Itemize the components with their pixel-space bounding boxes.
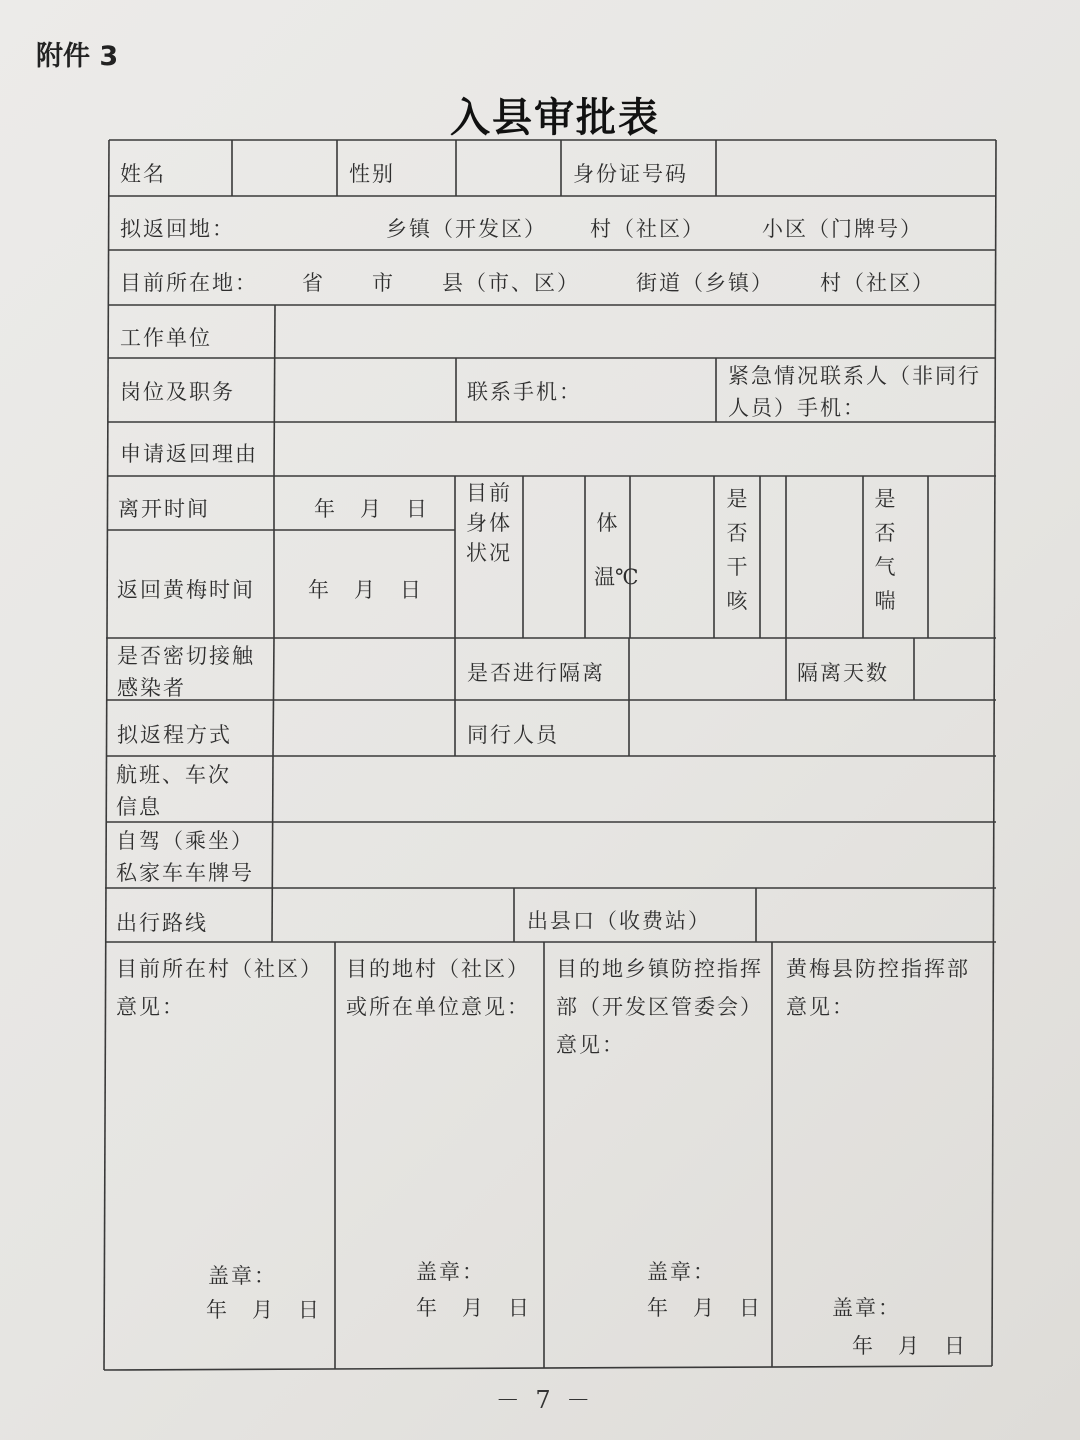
opinion-date-3: 年 月 日 bbox=[647, 1296, 762, 1320]
opinion-label-3: 目的地乡镇防控指挥部（开发区管委会）意见： bbox=[556, 957, 763, 1057]
body-temp-label: 体温℃ bbox=[594, 511, 639, 589]
city-label: 市 bbox=[372, 271, 395, 295]
opinion-stamp-2: 盖章： bbox=[416, 1260, 485, 1284]
current-location-label: 目前所在地： bbox=[120, 271, 258, 295]
town-label: 乡镇（开发区） bbox=[386, 217, 547, 241]
province-label: 省 bbox=[302, 271, 325, 295]
gender-label: 性别 bbox=[349, 162, 395, 186]
work-unit-label: 工作单位 bbox=[120, 326, 212, 350]
position-label: 岗位及职务 bbox=[120, 380, 235, 404]
opinion-label-2: 目的地村（社区）或所在单位意见： bbox=[346, 957, 530, 1019]
leave-date: 年 月 日 bbox=[314, 497, 429, 521]
opinion-label-1: 目前所在村（社区）意见： bbox=[116, 957, 323, 1019]
attachment-label: 附件 3 bbox=[36, 41, 119, 72]
opinion-stamp-4: 盖章： bbox=[832, 1296, 901, 1320]
name-label: 姓名 bbox=[120, 162, 166, 186]
county-label: 县（市、区） bbox=[442, 271, 580, 295]
return-time-label: 返回黄梅时间 bbox=[117, 578, 255, 602]
leave-time-label: 离开时间 bbox=[118, 497, 210, 521]
route-label: 出行路线 bbox=[116, 911, 208, 935]
opinion-date-1: 年 月 日 bbox=[206, 1298, 321, 1322]
village-community-label-2: 村（社区） bbox=[820, 271, 935, 295]
return-date: 年 月 日 bbox=[308, 578, 423, 602]
residential-area-label: 小区（门牌号） bbox=[762, 217, 923, 241]
street-label: 街道（乡镇） bbox=[636, 271, 774, 295]
companions-label: 同行人员 bbox=[467, 723, 559, 747]
flight-train-label: 航班、车次信息 bbox=[116, 763, 231, 819]
page-number: － 7 － bbox=[495, 1386, 595, 1414]
quarantine-days-label: 隔离天数 bbox=[797, 661, 889, 685]
opinion-stamp-1: 盖章： bbox=[208, 1264, 277, 1288]
close-contact-label: 是否密切接触感染者 bbox=[117, 644, 255, 700]
health-status-label: 目前身体状况 bbox=[466, 481, 512, 565]
form-title: 入县审批表 bbox=[450, 95, 660, 141]
opinion-label-4: 黄梅县防控指挥部意见： bbox=[786, 957, 970, 1019]
village-community-label: 村（社区） bbox=[590, 217, 705, 241]
wheeze-label: 是否气喘 bbox=[874, 487, 896, 613]
id-number-label: 身份证号码 bbox=[573, 162, 688, 186]
dry-cough-label: 是否干咳 bbox=[726, 487, 748, 613]
return-reason-label: 申请返回理由 bbox=[120, 442, 258, 466]
county-exit-label: 出县口（收费站） bbox=[527, 909, 711, 933]
travel-mode-label: 拟返程方式 bbox=[117, 723, 232, 747]
contact-phone-label: 联系手机： bbox=[467, 380, 582, 404]
return-place-label: 拟返回地： bbox=[120, 217, 235, 241]
opinion-stamp-3: 盖章： bbox=[647, 1260, 716, 1284]
opinion-date-2: 年 月 日 bbox=[416, 1296, 531, 1320]
private-car-label: 自驾（乘坐）私家车车牌号 bbox=[116, 829, 254, 885]
emergency-contact-label: 紧急情况联系人（非同行人员）手机： bbox=[728, 364, 981, 420]
quarantined-label: 是否进行隔离 bbox=[467, 661, 605, 685]
opinion-date-4: 年 月 日 bbox=[852, 1334, 967, 1358]
